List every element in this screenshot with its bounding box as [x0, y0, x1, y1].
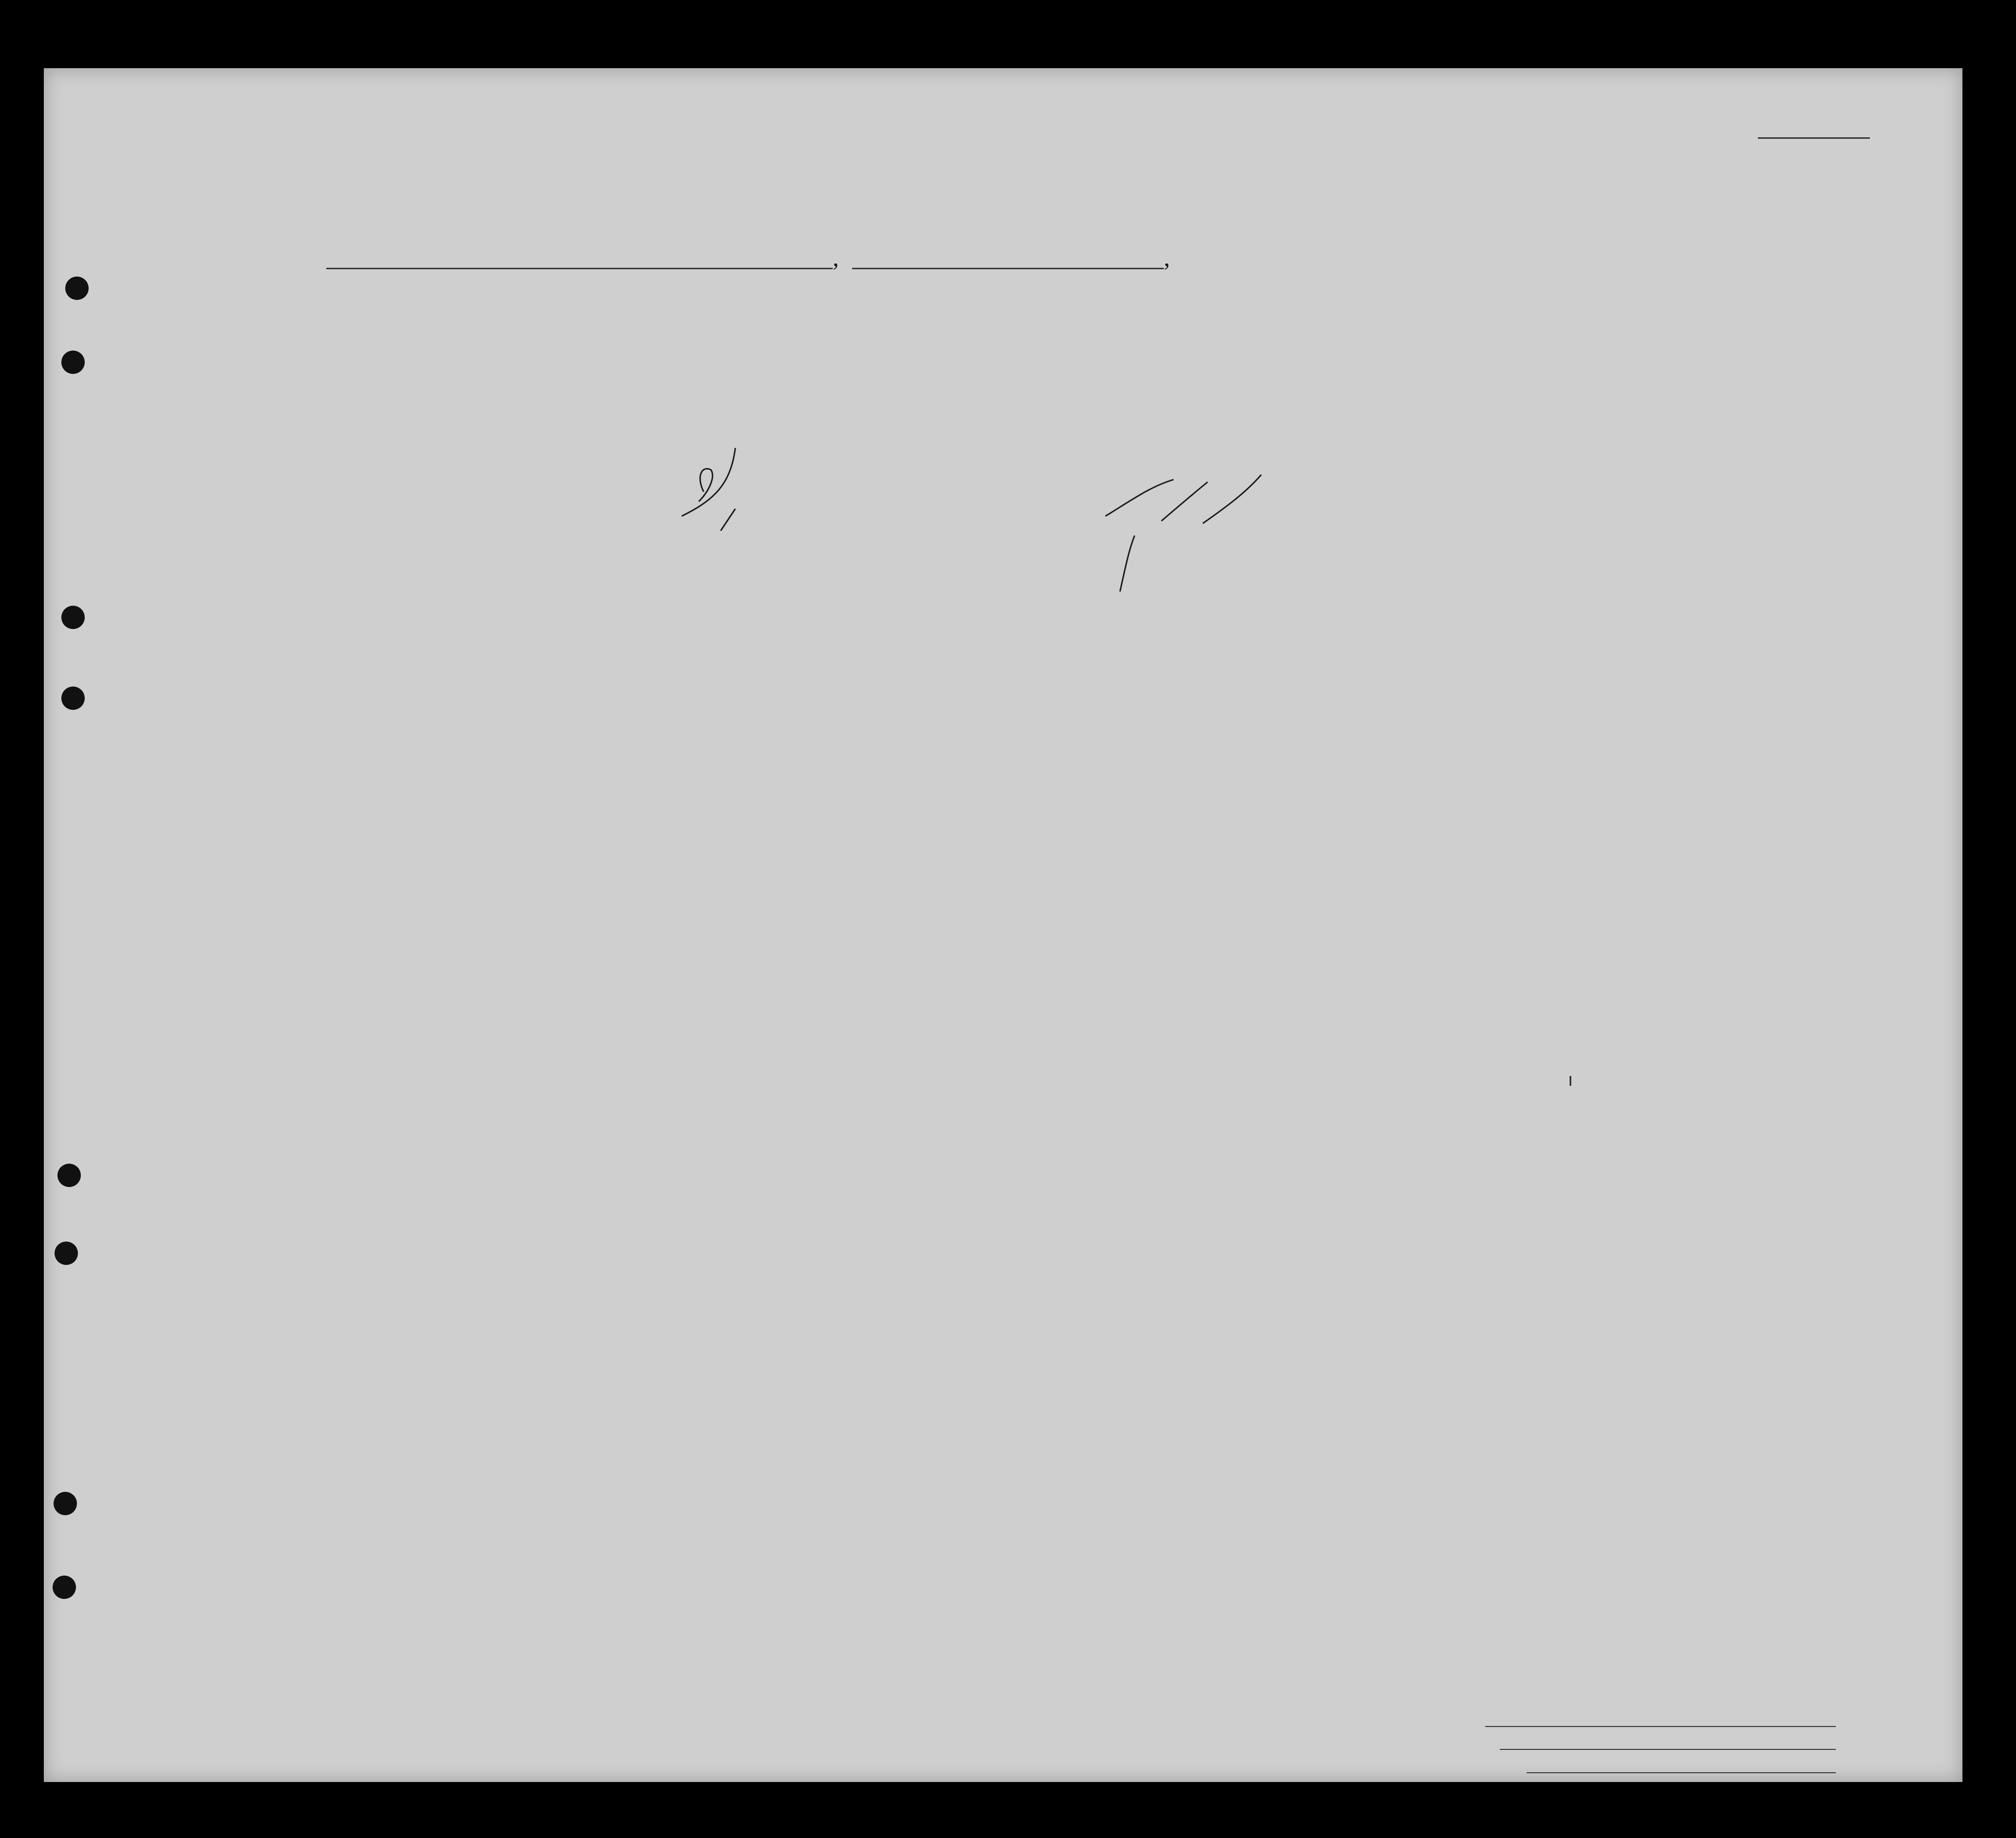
comma: , — [833, 244, 839, 271]
line-underline — [1485, 1726, 1836, 1727]
agents-underline — [1527, 1772, 1836, 1773]
owners-underline — [1500, 1749, 1836, 1750]
comma: , — [1164, 244, 1170, 271]
